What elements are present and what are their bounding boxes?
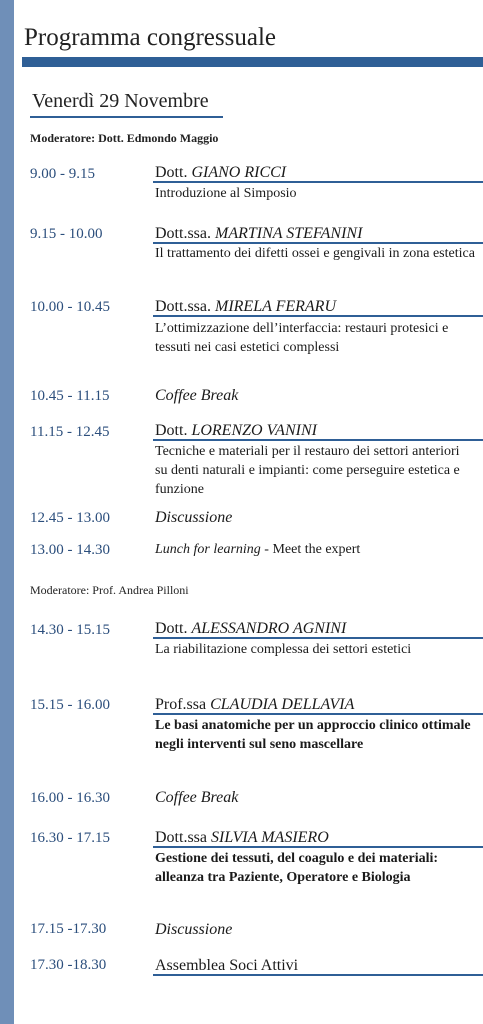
speaker-name: GIANO RICCI <box>191 164 287 181</box>
session-time: 16.30 - 17.15 <box>30 830 110 846</box>
session-time: 12.45 - 13.00 <box>30 510 110 526</box>
side-accent-bar <box>0 0 14 1024</box>
page-title: Programma congressuale <box>24 24 277 51</box>
coffee-break-label: Coffee Break <box>155 789 239 806</box>
speaker-rule <box>153 315 483 317</box>
discussion-label: Discussione <box>155 509 233 526</box>
lunch-label <box>155 542 360 558</box>
lunch-label-rest: - Meet the expert <box>260 542 361 557</box>
speaker <box>155 422 317 440</box>
session-time: 9.00 - 9.15 <box>30 166 95 182</box>
speaker-rule <box>153 713 483 715</box>
session-time: 10.00 - 10.45 <box>30 299 110 315</box>
speaker-title: Dott. <box>155 164 188 181</box>
assembly-label: Assemblea Soci Attivi <box>155 957 299 974</box>
session-time: 17.30 -18.30 <box>30 957 107 973</box>
talk-title: Tecniche e materiali per il restauro dei settori anteriori su denti naturali e impianti: come perseguire estetica e funzione <box>155 444 460 497</box>
speaker <box>155 829 329 847</box>
assembly-rule <box>153 974 483 976</box>
speaker <box>155 620 346 638</box>
speaker-rule <box>153 846 483 848</box>
session-time: 13.00 - 14.30 <box>30 542 110 558</box>
session-time: 16.00 - 16.30 <box>30 790 110 806</box>
speaker-rule <box>153 181 483 183</box>
speaker-title: Dott.ssa. <box>155 225 211 242</box>
speaker-title: Prof.ssa <box>155 696 207 713</box>
day-heading: Venerdì 29 Novembre <box>32 90 209 112</box>
title-rule <box>22 57 483 67</box>
session-time: 9.15 - 10.00 <box>30 226 103 242</box>
coffee-break-label: Coffee Break <box>155 387 239 404</box>
session-time: 14.30 - 15.15 <box>30 622 110 638</box>
moderator-afternoon: Moderatore: Prof. Andrea Pilloni <box>30 583 189 597</box>
session-time: 15.15 - 16.00 <box>30 697 110 713</box>
lunch-label-italic: Lunch for learning <box>155 542 261 557</box>
speaker-name: SILVIA MASIERO <box>211 829 329 846</box>
speaker <box>155 225 362 243</box>
talk-title: Le basi anatomiche per un approccio clinico ottimale negli interventi sul seno mascellare <box>155 718 471 752</box>
speaker <box>155 298 336 316</box>
session-time: 17.15 -17.30 <box>30 921 107 937</box>
talk-title: Il trattamento dei difetti ossei e gengivali in zona estetica <box>155 246 475 261</box>
speaker-title: Dott. <box>155 620 188 637</box>
speaker-name: MARTINA STEFANINI <box>215 225 363 242</box>
talk-title: La riabilitazione complessa dei settori estetici <box>155 642 412 657</box>
talk-title: L’ottimizzazione dell’interfaccia: restauri protesici e tessuti nei casi estetici complessi <box>155 321 449 355</box>
speaker-name: CLAUDIA DELLAVIA <box>210 696 355 713</box>
talk-title: Gestione dei tessuti, del coagulo e dei materiali: alleanza tra Paziente, Operatore e Biologia <box>155 851 439 885</box>
session-time: 11.15 - 12.45 <box>30 424 110 440</box>
discussion-label: Discussione <box>155 921 233 938</box>
speaker-name: ALESSANDRO AGNINI <box>191 620 347 637</box>
speaker <box>155 164 286 182</box>
speaker-title: Dott.ssa. <box>155 298 211 315</box>
session-time: 10.45 - 11.15 <box>30 388 110 404</box>
moderator-morning: Moderatore: Dott. Edmondo Maggio <box>30 131 219 145</box>
speaker-name: LORENZO VANINI <box>191 422 317 439</box>
speaker-title: Dott. <box>155 422 188 439</box>
speaker-rule <box>153 637 483 639</box>
day-rule <box>30 116 223 118</box>
speaker-name: MIRELA FERARU <box>215 298 337 315</box>
speaker <box>155 696 354 714</box>
talk-title: Introduzione al Simposio <box>155 186 297 201</box>
speaker-rule <box>153 439 483 441</box>
speaker-title: Dott.ssa <box>155 829 207 846</box>
